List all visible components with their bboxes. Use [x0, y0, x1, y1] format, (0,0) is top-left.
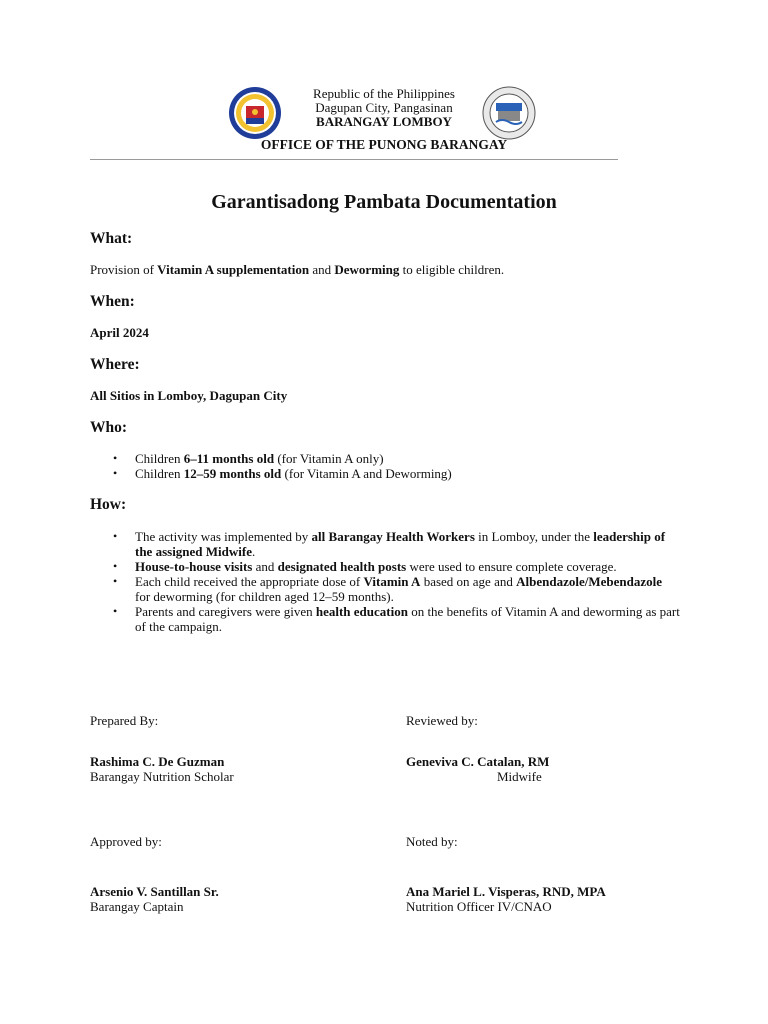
list-item-bold: leadership of the assigned Midwife — [135, 529, 666, 559]
what-text-bold: Deworming — [334, 262, 400, 277]
how-heading: How: — [90, 496, 127, 513]
list-item-text: Parents and caregivers were given — [135, 604, 316, 619]
what-text — [90, 262, 504, 277]
where-value: All Sitios in Lomboy, Dagupan City — [90, 388, 288, 403]
list-item — [90, 529, 680, 559]
noted-by-position: Nutrition Officer IV/CNAO — [406, 899, 552, 914]
document-title: Garantisadong Pambata Documentation — [211, 191, 557, 213]
list-item — [90, 451, 690, 466]
list-item — [90, 574, 680, 604]
list-item-bold: Albendazole/Mebendazole — [516, 574, 662, 589]
prepared-by-label: Prepared By: — [90, 713, 159, 728]
reviewed-by-label: Reviewed by: — [406, 713, 478, 728]
list-item-bold: health education — [315, 604, 408, 619]
approved-by-position: Barangay Captain — [90, 899, 184, 914]
header-divider — [90, 159, 618, 160]
who-heading: Who: — [90, 419, 128, 436]
list-item-bold: House-to-house visits — [135, 559, 253, 574]
list-item-text: on the benefits of Vitamin A and deworming as part of the campaign. — [135, 604, 680, 634]
list-item-text: (for Vitamin A and Deworming) — [281, 466, 452, 481]
prepared-by-name: Rashima C. De Guzman — [90, 754, 225, 769]
barangay-lomboy-seal-icon — [482, 86, 536, 140]
when-value: April 2024 — [90, 325, 149, 340]
header-republic: Republic of the Philippines — [313, 86, 455, 101]
noted-by-label: Noted by: — [406, 834, 458, 849]
prepared-by-position: Barangay Nutrition Scholar — [90, 769, 234, 784]
how-list — [90, 529, 680, 634]
header-barangay: BARANGAY LOMBOY — [316, 114, 452, 129]
approved-by-label: Approved by: — [90, 834, 162, 849]
list-item-bold: all Barangay Health Workers — [311, 529, 475, 544]
list-item-text: (for Vitamin A only) — [274, 451, 384, 466]
noted-by-name: Ana Mariel L. Visperas, RND, MPA — [406, 884, 606, 899]
what-text-bold: Vitamin A supplementation — [157, 262, 310, 277]
list-item-text: and — [252, 559, 278, 574]
what-text-part: to eligible children. — [399, 262, 505, 277]
list-item-text: Children — [135, 466, 184, 481]
list-item — [90, 604, 680, 634]
list-item-bold: 6–11 months old — [183, 451, 275, 466]
reviewed-by-position: Midwife — [497, 769, 542, 784]
where-heading: Where: — [90, 356, 140, 373]
letterhead — [0, 84, 768, 164]
list-item-text: based on age and — [420, 574, 517, 589]
who-list — [90, 451, 690, 481]
list-item-text: Children — [135, 451, 184, 466]
list-item-bold: Vitamin A — [363, 574, 421, 589]
list-item-text: Each child received the appropriate dose of — [135, 574, 364, 589]
list-item-text: were used to ensure complete coverage. — [406, 559, 617, 574]
approved-by-name: Arsenio V. Santillan Sr. — [90, 884, 219, 899]
header-city: Dagupan City, Pangasinan — [315, 100, 453, 115]
office-title: OFFICE OF THE PUNONG BARANGAY — [260, 137, 508, 152]
what-heading: What: — [90, 230, 133, 247]
list-item — [90, 466, 690, 481]
dagupan-city-seal-icon — [228, 86, 282, 140]
when-heading: When: — [90, 293, 135, 310]
reviewed-by-name: Geneviva C. Catalan, RM — [406, 754, 550, 769]
what-text-part: Provision of — [90, 262, 158, 277]
list-item-bold: designated health posts — [277, 559, 407, 574]
list-item-text: The activity was implemented by — [135, 529, 312, 544]
list-item-text: . — [252, 544, 256, 559]
list-item-bold: 12–59 months old — [183, 466, 282, 481]
list-item — [90, 559, 680, 574]
list-item-text: for deworming (for children aged 12–59 months). — [135, 589, 394, 604]
list-item-text: in Lomboy, under the — [474, 529, 594, 544]
what-text-part: and — [309, 262, 335, 277]
